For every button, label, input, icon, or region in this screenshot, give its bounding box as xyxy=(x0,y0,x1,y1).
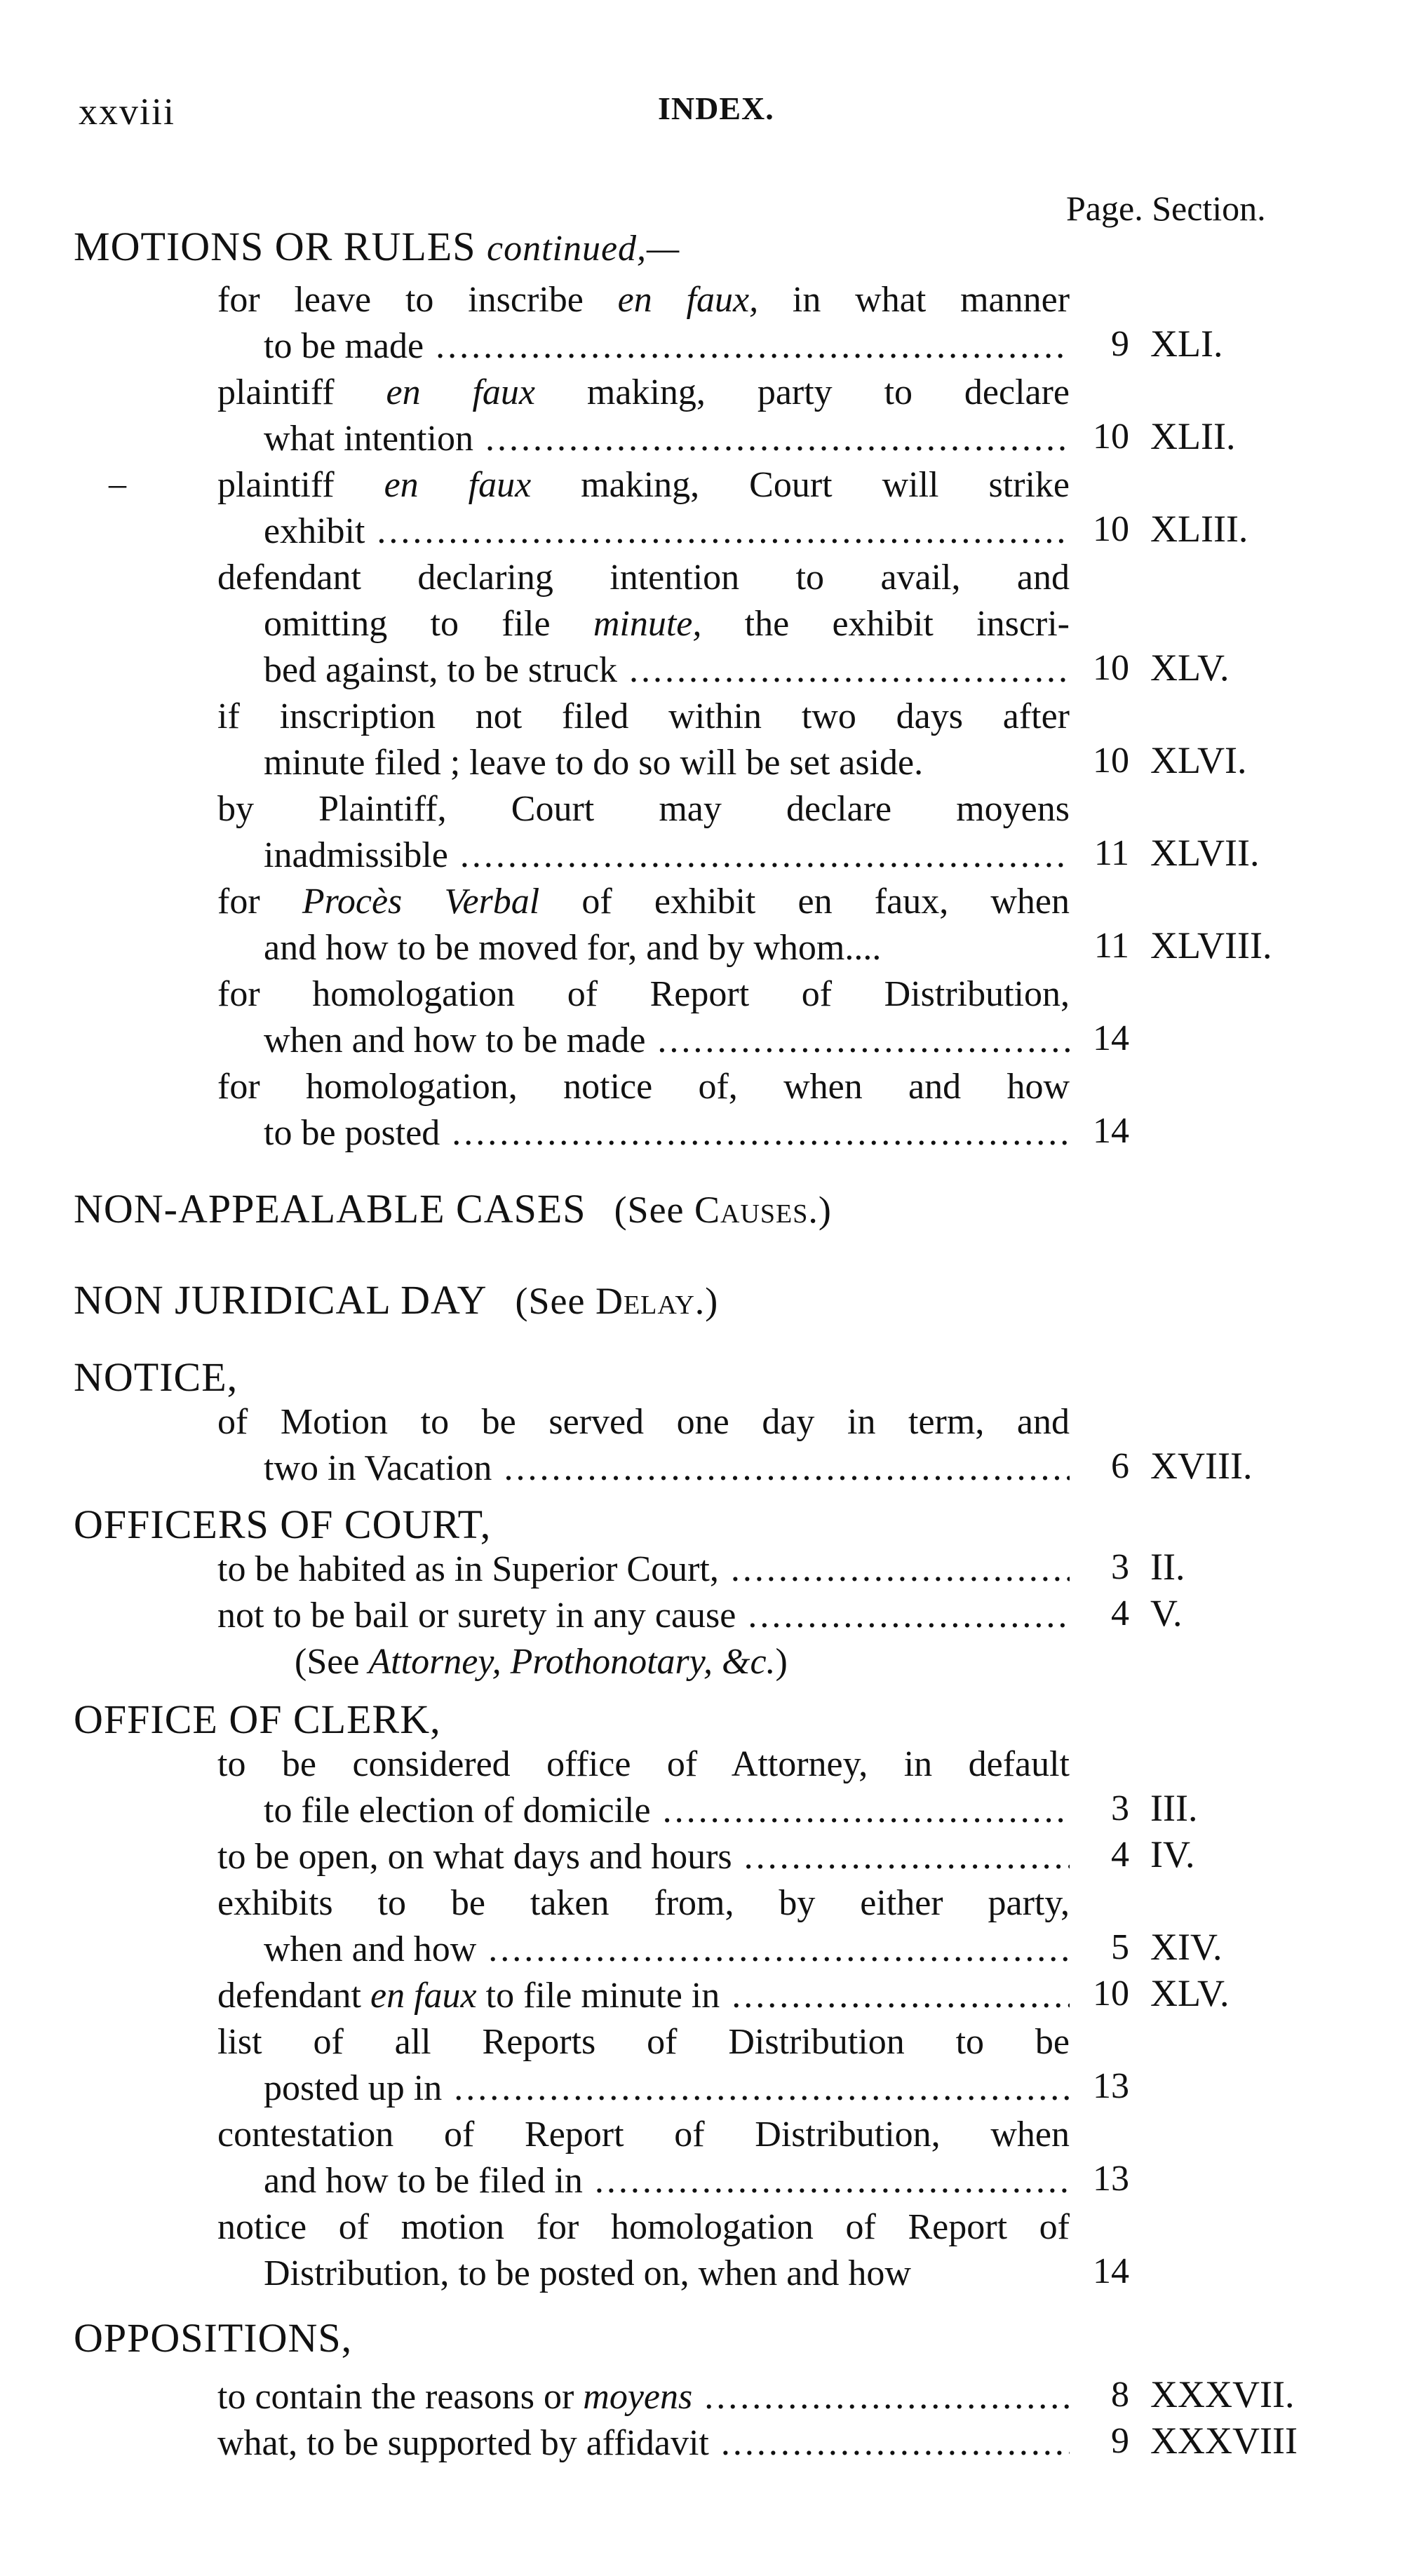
section-ref: III. xyxy=(1150,1787,1198,1829)
entry-italic: en faux xyxy=(384,465,532,505)
section-ref: XLIII. xyxy=(1150,508,1248,550)
entry-continuation: bed against, to be struck ..... xyxy=(264,647,1070,694)
index-entry xyxy=(217,2420,1070,2467)
section-ref: XXXVII. xyxy=(1150,2373,1295,2415)
entry-text: of exhibit en faux, when xyxy=(539,882,1070,922)
entry-text: by Plaintiff, Court may declare moyens xyxy=(217,789,1070,829)
entry-italic: en faux xyxy=(370,1976,477,2016)
section-ref: II. xyxy=(1150,1546,1185,1588)
page-ref: 14 xyxy=(1093,1018,1129,1058)
entry-text: if inscription not filed within two days after xyxy=(217,696,1070,736)
entry-text: defendant xyxy=(217,1976,371,2016)
section-ref: XIV. xyxy=(1150,1926,1223,1968)
index-entry xyxy=(217,1741,1070,1834)
entry-text: to file minute in xyxy=(476,1976,720,2016)
index-entry xyxy=(217,2374,1070,2420)
section-ref: XLVIII. xyxy=(1150,924,1272,966)
page-ref: 10 xyxy=(1093,417,1129,457)
heading-motions-text: MOTIONS OR RULES xyxy=(74,224,476,269)
entry-continuation: two in Vacation ..... xyxy=(264,1445,1070,1492)
index-entry xyxy=(217,277,1070,370)
heading-office-clerk: OFFICE OF CLERK, xyxy=(74,1697,441,1742)
entry-italic: en faux xyxy=(386,372,536,412)
entry-continuation: to be made ..... xyxy=(264,323,1070,370)
index-entry xyxy=(217,555,1070,694)
entry-text: to be considered office of Attorney, in default xyxy=(217,1744,1070,1784)
index-entry xyxy=(217,1593,1070,1639)
entry-text: notice of motion for homologation of Report of xyxy=(217,2207,1070,2247)
entry-text: what, to be supported by affidavit ..... xyxy=(217,2420,1070,2467)
entry-continuation: when and how ..... xyxy=(264,1927,1070,1973)
entry-text: to be habited as in Superior Court, ..... xyxy=(217,1546,1070,1593)
index-entry xyxy=(217,1399,1070,1492)
page-ref: 11 xyxy=(1093,926,1129,966)
entry-italic: Procès Verbal xyxy=(302,882,540,922)
page-ref: 14 xyxy=(1093,2251,1129,2291)
page-ref: 9 xyxy=(1111,2421,1129,2461)
see-reference: (See Causes.) xyxy=(614,1189,832,1231)
heading-text: NON-APPEALABLE CASES xyxy=(74,1186,586,1232)
heading-non-appealable xyxy=(74,1185,832,1232)
entry-text: contestation of Report of Distribution, when xyxy=(217,2115,1070,2154)
index-entry xyxy=(217,2019,1070,2112)
section-ref: XLVI. xyxy=(1150,739,1247,781)
index-entry xyxy=(217,1064,1070,1156)
entry-text: omitting to file xyxy=(264,604,593,644)
margin-mark: – xyxy=(109,464,126,503)
page-ref: 3 xyxy=(1111,1547,1129,1587)
page-ref: 14 xyxy=(1093,1111,1129,1151)
entry-text: to be open, on what days and hours ..... xyxy=(217,1834,1070,1880)
section-ref: XLV. xyxy=(1150,1972,1230,2014)
heading-motions-continued: continued,— xyxy=(487,229,680,269)
entry-italic: en faux, xyxy=(617,280,759,320)
page-ref: 13 xyxy=(1093,2066,1129,2106)
running-title: INDEX. xyxy=(658,90,774,126)
page-ref: 10 xyxy=(1093,509,1129,549)
entry-continuation: exhibit ..... xyxy=(264,508,1070,555)
page-ref: 6 xyxy=(1111,1446,1129,1486)
entry-text: of Motion to be served one day in term, and xyxy=(217,1402,1070,1442)
entry-continuation: what intention ..... xyxy=(264,416,1070,462)
heading-non-juridical xyxy=(74,1276,718,1323)
page-ref: 11 xyxy=(1093,833,1129,873)
entry-text: not to be bail or surety in any cause ..... xyxy=(217,1593,1070,1639)
entry-text: for xyxy=(217,882,302,922)
index-entry xyxy=(217,1546,1070,1593)
entry-continuation: inadmissible ..... xyxy=(264,832,1070,879)
index-entry xyxy=(217,2112,1070,2204)
page-ref: 4 xyxy=(1111,1593,1129,1633)
entry-italic: minute, xyxy=(593,604,702,644)
index-entry xyxy=(217,786,1070,879)
index-entry xyxy=(217,1880,1070,1973)
index-entry xyxy=(217,370,1070,462)
page-ref: 10 xyxy=(1093,648,1129,688)
entry-text: the exhibit inscri- xyxy=(701,604,1070,644)
entry-italic: moyens xyxy=(583,2377,693,2417)
entry-text: defendant declaring intention to avail, and xyxy=(217,558,1070,598)
page-ref: 3 xyxy=(1111,1788,1129,1828)
heading-motions xyxy=(74,223,680,270)
see-reference: (See Attorney, Prothonotary, &c.) xyxy=(295,1642,788,1682)
entry-text: for homologation, notice of, when and how xyxy=(217,1067,1070,1107)
entry-continuation: when and how to be made ..... xyxy=(264,1018,1070,1064)
index-entry xyxy=(217,694,1070,786)
section-ref: XXXVIII xyxy=(1150,2420,1298,2462)
entry-text: for homologation of Report of Distribution, xyxy=(217,974,1070,1014)
entry-text: making, party to declare xyxy=(535,372,1070,412)
page-ref: 10 xyxy=(1093,741,1129,781)
section-ref: XLI. xyxy=(1150,323,1223,365)
page-ref: 8 xyxy=(1111,2375,1129,2415)
heading-notice: NOTICE, xyxy=(74,1354,238,1400)
entry-continuation: and how to be filed in ..... xyxy=(264,2158,1070,2204)
heading-officers: OFFICERS OF COURT, xyxy=(74,1502,492,1547)
entry-text: exhibits to be taken from, by either party, xyxy=(217,1883,1070,1923)
entry-continuation: to be posted ..... xyxy=(264,1110,1070,1156)
page-ref: 9 xyxy=(1111,324,1129,364)
entry-text: plaintiff xyxy=(217,372,386,412)
section-ref: IV. xyxy=(1150,1833,1195,1875)
index-entry xyxy=(217,879,1070,971)
entry-continuation: and how to be moved for, and by whom.... xyxy=(264,928,882,968)
entry-continuation: to file election of domicile ..... xyxy=(264,1788,1070,1834)
index-entry xyxy=(217,462,1070,555)
entry-continuation: Distribution, to be posted on, when and how xyxy=(264,2253,911,2293)
entry-text: in what manner xyxy=(758,280,1070,320)
see-reference: (See Delay.) xyxy=(515,1280,719,1322)
entry-text: to contain the reasons or xyxy=(217,2377,584,2417)
entry-text: list of all Reports of Distribution to be xyxy=(217,2022,1070,2062)
page-number: xxviii xyxy=(79,90,176,133)
section-ref: XLII. xyxy=(1150,415,1236,457)
heading-oppositions: OPPOSITIONS, xyxy=(74,2315,353,2361)
page-ref: 4 xyxy=(1111,1835,1129,1875)
index-entry xyxy=(217,2204,1070,2297)
page-ref: 5 xyxy=(1111,1927,1129,1967)
section-ref: XVIII. xyxy=(1150,1445,1253,1487)
section-ref: XLV. xyxy=(1150,647,1230,689)
section-ref: XLVII. xyxy=(1150,832,1260,874)
entry-text: making, Court will strike xyxy=(531,465,1070,505)
page-ref: 10 xyxy=(1093,1974,1129,2014)
entry-text: plaintiff xyxy=(217,465,384,505)
index-entry xyxy=(217,1834,1070,1880)
section-ref: V. xyxy=(1150,1592,1183,1634)
entry-continuation: minute filed ; leave to do so will be set aside. xyxy=(264,743,924,783)
heading-text: NON JURIDICAL DAY xyxy=(74,1277,487,1323)
column-labels: Page. Section. xyxy=(1066,189,1266,228)
entry-continuation: posted up in ..... xyxy=(264,2065,1070,2112)
entry-text: for leave to inscribe xyxy=(217,280,618,320)
index-entry xyxy=(217,971,1070,1064)
page-ref: 13 xyxy=(1093,2159,1129,2199)
index-entry xyxy=(217,1973,1070,2019)
